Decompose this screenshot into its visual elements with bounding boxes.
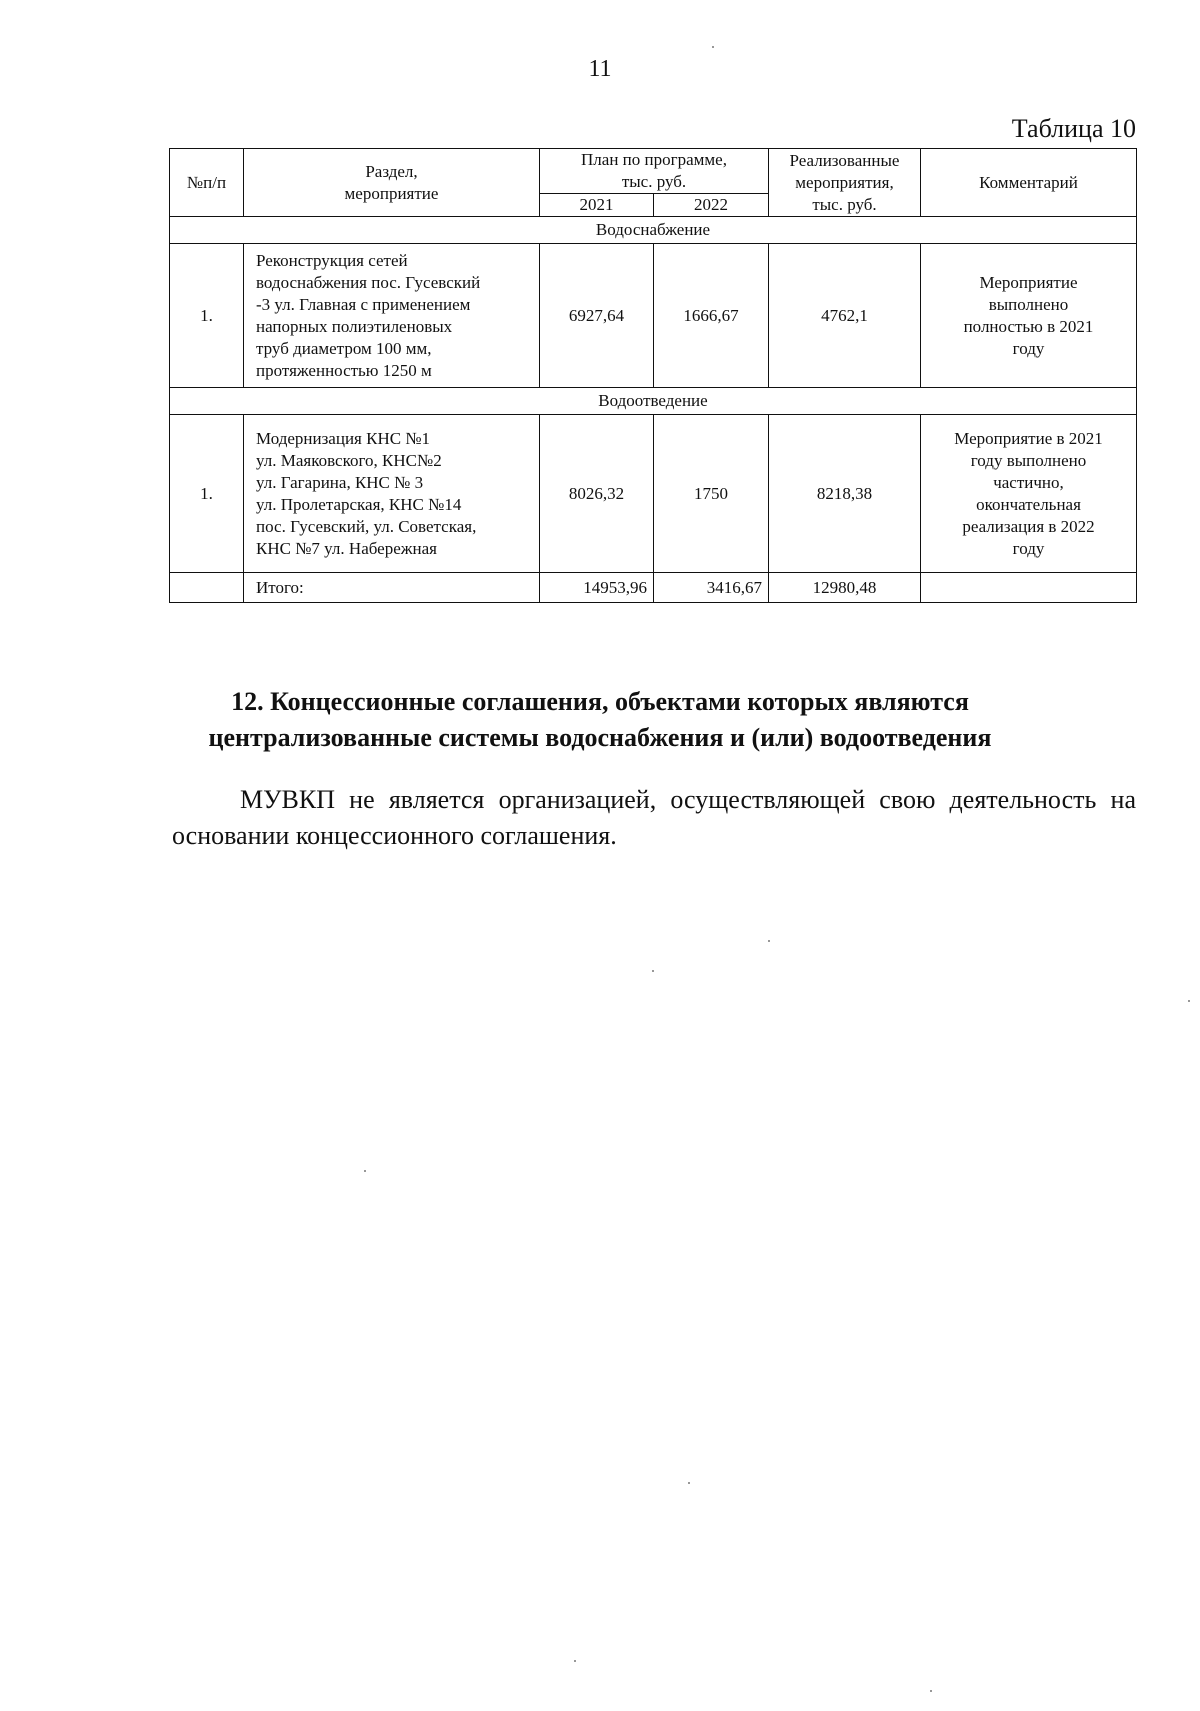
section-heading-line2: централизованные системы водоснабжения и (или) водоотведения: [208, 723, 992, 752]
total-comment: [921, 573, 1137, 603]
total-plan-2022: 3416,67: [654, 573, 769, 603]
scan-speck: [364, 1170, 366, 1172]
page-number: 11: [588, 56, 612, 82]
row-plan-2021: 8026,32: [540, 415, 654, 573]
scan-speck: [1188, 1000, 1190, 1002]
header-realized-text: Реализованные мероприятия, тыс. руб.: [789, 150, 900, 214]
header-plan-text: План по программе, тыс. руб.: [581, 150, 727, 191]
row-realized: 8218,38: [769, 415, 921, 573]
section-row-water-supply: [170, 217, 1137, 244]
scan-speck: [574, 1660, 576, 1662]
header-comment: [921, 149, 1137, 217]
row-name: Модернизация КНС №1 ул. Маяковского, КНС№2 ул. Гагарина, КНС № 3 ул. Пролетарская, КНС №14 пос. Гусевский, ул. Советская, КНС №7 ул. Набережная: [244, 415, 540, 573]
header-year-2022: 2022: [654, 194, 769, 217]
scan-speck: [688, 1482, 690, 1484]
section-heading-line1: 12. Концессионные соглашения, объектами которых являются: [231, 687, 969, 716]
body-paragraph: [172, 782, 1136, 854]
scan-speck: [768, 940, 770, 942]
header-plan: [540, 149, 769, 194]
total-label: Итого:: [244, 573, 540, 603]
table-caption: Таблица 10: [1011, 114, 1136, 143]
paragraph-text: МУВКП не является организацией, осуществляющей свою деятельность на основании концессионного соглашения.: [172, 785, 1136, 850]
row-realized: 4762,1: [769, 244, 921, 388]
header-section-text: Раздел, мероприятие: [344, 161, 439, 203]
total-row: [170, 573, 1137, 603]
header-realized: [769, 149, 921, 217]
total-realized: 12980,48: [769, 573, 921, 603]
section-row-water-disposal: [170, 388, 1137, 415]
scan-speck: [930, 1690, 932, 1692]
header-num: [170, 149, 244, 217]
row-plan-2021: 6927,64: [540, 244, 654, 388]
total-num: [170, 573, 244, 603]
section-title: Водоотведение: [170, 388, 1137, 415]
row-plan-2022: 1666,67: [654, 244, 769, 388]
row-name: Реконструкция сетей водоснабжения пос. Гусевский -3 ул. Главная с применением напорных полиэтиленовых труб диаметром 100 мм, протяженностью 1250 м: [244, 244, 540, 388]
section-title: Водоснабжение: [170, 217, 1137, 244]
row-comment: Мероприятие выполнено полностью в 2021 году: [921, 244, 1137, 388]
scan-speck: [652, 970, 654, 972]
row-num: 1.: [170, 415, 244, 573]
total-plan-2021: 14953,96: [540, 573, 654, 603]
row-num: 1.: [170, 244, 244, 388]
row-comment: Мероприятие в 2021 году выполнено частично, окончательная реализация в 2022 году: [921, 415, 1137, 573]
row-plan-2022: 1750: [654, 415, 769, 573]
header-comment-text: Комментарий: [979, 172, 1078, 192]
header-year-2021: 2021: [540, 194, 654, 217]
table-row: [170, 244, 1137, 388]
header-num-text: №п/п: [186, 172, 227, 192]
report-table: [169, 148, 1137, 603]
section-heading: [100, 684, 1100, 756]
scan-speck: [712, 46, 714, 48]
header-row: [170, 149, 1137, 194]
header-section: [244, 149, 540, 217]
table-row: [170, 415, 1137, 573]
